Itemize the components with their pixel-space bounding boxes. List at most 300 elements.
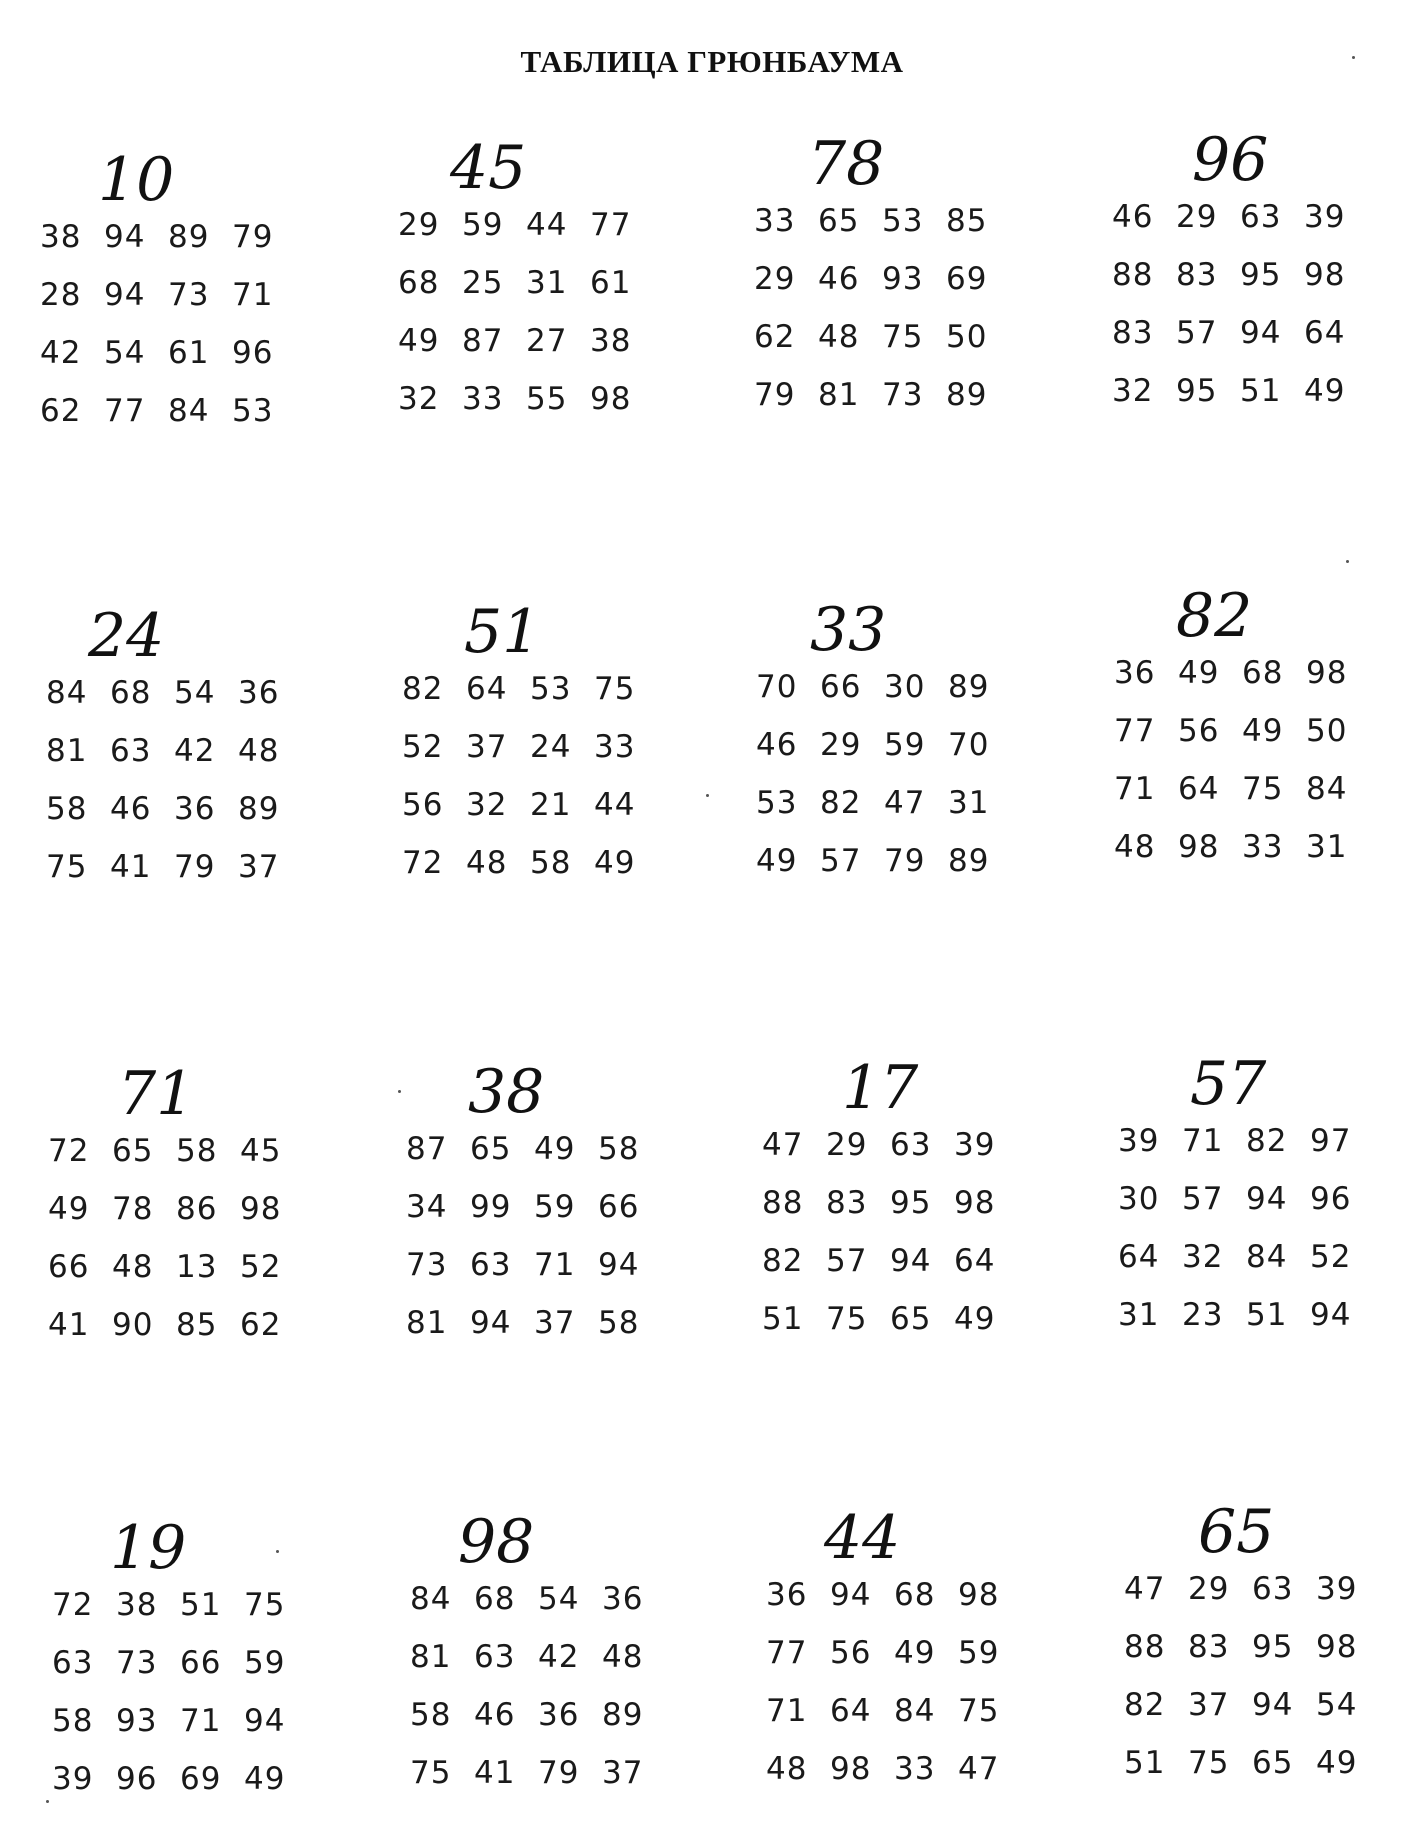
grid-cell: 30 <box>884 669 926 705</box>
grid-cell: 68 <box>1242 655 1284 691</box>
grid-cell: 39 <box>1316 1571 1358 1607</box>
grid-cell: 41 <box>474 1755 516 1791</box>
grid-cell: 58 <box>410 1697 452 1733</box>
grid-cell: 87 <box>462 323 504 359</box>
grid-cell: 33 <box>754 203 796 239</box>
grid-cell: 49 <box>954 1301 996 1337</box>
grid-cell: 95 <box>890 1185 932 1221</box>
grid-cell: 54 <box>1316 1687 1358 1723</box>
table-block <box>1118 1049 1418 1342</box>
grid-cell: 95 <box>1252 1629 1294 1665</box>
grid-cell: 59 <box>884 727 926 763</box>
grid-cell: 68 <box>110 675 152 711</box>
grid-cell: 48 <box>112 1249 154 1285</box>
grid-cell: 79 <box>174 849 216 885</box>
grid-cell: 75 <box>410 1755 452 1791</box>
table-block <box>1124 1497 1424 1790</box>
grid-row <box>398 254 654 312</box>
grid-cell: 59 <box>534 1189 576 1225</box>
grid-cell: 75 <box>882 319 924 355</box>
grid-cell: 95 <box>1240 257 1282 293</box>
grid-cell: 98 <box>240 1191 282 1227</box>
grid-cell: 64 <box>1304 315 1346 351</box>
grid-row <box>48 1296 304 1354</box>
grid-cell: 31 <box>1306 829 1348 865</box>
grid-cell: 79 <box>538 1755 580 1791</box>
scan-speck <box>46 1800 49 1803</box>
block-number: 10 <box>98 145 175 215</box>
grid-cell: 69 <box>180 1761 222 1797</box>
grid-cell: 38 <box>116 1587 158 1623</box>
number-grid <box>756 658 1012 890</box>
grid-cell: 65 <box>890 1301 932 1337</box>
grid-cell: 54 <box>174 675 216 711</box>
grid-row <box>40 208 296 266</box>
grid-row <box>1124 1560 1380 1618</box>
grid-cell: 77 <box>766 1635 808 1671</box>
grid-cell: 36 <box>1114 655 1156 691</box>
grid-cell: 86 <box>176 1191 218 1227</box>
grid-cell: 58 <box>530 845 572 881</box>
grid-cell: 75 <box>594 671 636 707</box>
grid-cell: 32 <box>466 787 508 823</box>
grid-cell: 46 <box>818 261 860 297</box>
grid-cell: 94 <box>890 1243 932 1279</box>
grid-cell: 94 <box>244 1703 286 1739</box>
block-number: 71 <box>118 1059 195 1129</box>
grid-cell: 65 <box>112 1133 154 1169</box>
grid-cell: 36 <box>538 1697 580 1733</box>
grid-cell: 49 <box>534 1131 576 1167</box>
grid-cell: 75 <box>244 1587 286 1623</box>
grid-cell: 65 <box>1252 1745 1294 1781</box>
grid-cell: 75 <box>1242 771 1284 807</box>
grid-cell: 57 <box>820 843 862 879</box>
grid-cell: 64 <box>830 1693 872 1729</box>
grid-row <box>1124 1676 1380 1734</box>
grid-cell: 64 <box>466 671 508 707</box>
grid-row <box>766 1624 1022 1682</box>
grid-cell: 73 <box>882 377 924 413</box>
grid-cell: 49 <box>244 1761 286 1797</box>
grid-cell: 58 <box>176 1133 218 1169</box>
grid-cell: 81 <box>46 733 88 769</box>
grid-cell: 89 <box>238 791 280 827</box>
grid-cell: 81 <box>410 1639 452 1675</box>
grid-cell: 94 <box>104 277 146 313</box>
grid-cell: 52 <box>240 1249 282 1285</box>
grid-row <box>402 776 658 834</box>
grid-cell: 68 <box>894 1577 936 1613</box>
grid-row <box>1114 644 1370 702</box>
grid-row <box>1118 1228 1374 1286</box>
grid-row <box>398 312 654 370</box>
grid-cell: 58 <box>52 1703 94 1739</box>
grid-cell: 13 <box>176 1249 218 1285</box>
table-block <box>40 145 340 438</box>
grid-cell: 82 <box>1246 1123 1288 1159</box>
table-block <box>762 1053 1062 1346</box>
number-grid <box>410 1570 666 1802</box>
block-number: 98 <box>458 1507 535 1577</box>
grid-cell: 42 <box>174 733 216 769</box>
grid-cell: 42 <box>40 335 82 371</box>
grid-cell: 36 <box>602 1581 644 1617</box>
grid-cell: 48 <box>818 319 860 355</box>
grid-row <box>40 324 296 382</box>
grid-cell: 94 <box>1252 1687 1294 1723</box>
grid-cell: 29 <box>398 207 440 243</box>
block-number: 45 <box>450 133 527 203</box>
grid-cell: 96 <box>1310 1181 1352 1217</box>
grid-cell: 78 <box>112 1191 154 1227</box>
grid-row <box>756 774 1012 832</box>
grid-cell: 48 <box>238 733 280 769</box>
grid-cell: 85 <box>176 1307 218 1343</box>
grid-cell: 96 <box>116 1761 158 1797</box>
grid-cell: 82 <box>762 1243 804 1279</box>
grid-row <box>1112 304 1368 362</box>
grid-cell: 63 <box>890 1127 932 1163</box>
grid-cell: 98 <box>1304 257 1346 293</box>
grid-cell: 49 <box>894 1635 936 1671</box>
grid-cell: 37 <box>602 1755 644 1791</box>
grid-cell: 98 <box>958 1577 1000 1613</box>
grid-cell: 53 <box>530 671 572 707</box>
block-number: 19 <box>110 1513 187 1583</box>
scan-speck <box>706 794 709 797</box>
grid-cell: 32 <box>1112 373 1154 409</box>
grid-cell: 95 <box>1176 373 1218 409</box>
grid-cell: 33 <box>594 729 636 765</box>
grid-cell: 94 <box>598 1247 640 1283</box>
grid-cell: 56 <box>402 787 444 823</box>
grid-cell: 69 <box>946 261 988 297</box>
block-number: 33 <box>810 595 887 665</box>
grid-cell: 84 <box>410 1581 452 1617</box>
grid-cell: 84 <box>894 1693 936 1729</box>
table-block <box>52 1513 352 1806</box>
grid-cell: 94 <box>830 1577 872 1613</box>
table-block <box>1114 581 1414 874</box>
grid-cell: 57 <box>826 1243 868 1279</box>
grid-row <box>48 1180 304 1238</box>
grid-cell: 94 <box>1240 315 1282 351</box>
grid-cell: 64 <box>954 1243 996 1279</box>
grid-cell: 66 <box>180 1645 222 1681</box>
grid-cell: 49 <box>756 843 798 879</box>
grid-cell: 89 <box>948 669 990 705</box>
block-number: 96 <box>1192 125 1269 195</box>
grid-cell: 44 <box>594 787 636 823</box>
grid-cell: 48 <box>602 1639 644 1675</box>
grid-row <box>52 1576 308 1634</box>
grid-cell: 52 <box>402 729 444 765</box>
grid-cell: 93 <box>116 1703 158 1739</box>
scan-speck <box>1346 560 1349 563</box>
grid-cell: 57 <box>1182 1181 1224 1217</box>
grid-cell: 34 <box>406 1189 448 1225</box>
grid-cell: 98 <box>830 1751 872 1787</box>
grid-cell: 88 <box>1112 257 1154 293</box>
grid-cell: 79 <box>884 843 926 879</box>
number-grid <box>52 1576 308 1808</box>
block-number: 65 <box>1198 1497 1275 1567</box>
grid-cell: 84 <box>46 675 88 711</box>
grid-cell: 96 <box>232 335 274 371</box>
grid-row <box>398 370 654 428</box>
grid-cell: 48 <box>766 1751 808 1787</box>
grid-cell: 59 <box>462 207 504 243</box>
grid-row <box>46 838 302 896</box>
grid-cell: 41 <box>110 849 152 885</box>
grid-cell: 45 <box>240 1133 282 1169</box>
block-number: 17 <box>842 1053 919 1123</box>
grid-cell: 75 <box>958 1693 1000 1729</box>
grid-row <box>1124 1618 1380 1676</box>
page-title: ТАБЛИЦА ГРЮНБАУМА <box>520 44 904 79</box>
grid-row <box>402 834 658 892</box>
grid-cell: 71 <box>766 1693 808 1729</box>
grid-row <box>766 1682 1022 1740</box>
grid-row <box>402 660 658 718</box>
grid-row <box>410 1744 666 1802</box>
grid-cell: 62 <box>240 1307 282 1343</box>
grid-cell: 56 <box>830 1635 872 1671</box>
grid-cell: 30 <box>1118 1181 1160 1217</box>
grid-cell: 71 <box>1114 771 1156 807</box>
grid-row <box>402 718 658 776</box>
grid-row <box>1118 1170 1374 1228</box>
grid-cell: 42 <box>538 1639 580 1675</box>
grid-cell: 82 <box>402 671 444 707</box>
grid-cell: 59 <box>958 1635 1000 1671</box>
grid-cell: 70 <box>948 727 990 763</box>
grid-cell: 71 <box>534 1247 576 1283</box>
grid-cell: 89 <box>168 219 210 255</box>
grid-row <box>754 308 1010 366</box>
grid-cell: 29 <box>754 261 796 297</box>
grid-cell: 79 <box>232 219 274 255</box>
grid-cell: 51 <box>1124 1745 1166 1781</box>
grid-cell: 32 <box>1182 1239 1224 1275</box>
grid-row <box>1112 246 1368 304</box>
grid-cell: 37 <box>534 1305 576 1341</box>
grid-row <box>754 192 1010 250</box>
grid-cell: 81 <box>818 377 860 413</box>
grid-cell: 85 <box>946 203 988 239</box>
table-block <box>1112 125 1412 418</box>
grid-cell: 82 <box>1124 1687 1166 1723</box>
grid-row <box>1112 188 1368 246</box>
grid-cell: 77 <box>1114 713 1156 749</box>
table-block <box>406 1057 706 1350</box>
grid-cell: 97 <box>1310 1123 1352 1159</box>
block-number: 82 <box>1176 581 1253 651</box>
grid-cell: 53 <box>232 393 274 429</box>
grid-cell: 33 <box>1242 829 1284 865</box>
grid-row <box>762 1232 1018 1290</box>
grid-cell: 49 <box>1242 713 1284 749</box>
grid-cell: 41 <box>48 1307 90 1343</box>
grid-cell: 38 <box>590 323 632 359</box>
grid-cell: 71 <box>232 277 274 313</box>
grid-cell: 50 <box>1306 713 1348 749</box>
grid-cell: 37 <box>1188 1687 1230 1723</box>
grid-cell: 98 <box>590 381 632 417</box>
grid-cell: 49 <box>594 845 636 881</box>
grid-cell: 53 <box>756 785 798 821</box>
grid-cell: 83 <box>1176 257 1218 293</box>
grid-cell: 31 <box>1118 1297 1160 1333</box>
grid-row <box>756 832 1012 890</box>
grid-cell: 58 <box>46 791 88 827</box>
grid-cell: 65 <box>470 1131 512 1167</box>
grid-cell: 94 <box>470 1305 512 1341</box>
number-grid <box>1118 1112 1374 1344</box>
number-grid <box>48 1122 304 1354</box>
grid-cell: 71 <box>180 1703 222 1739</box>
table-block <box>410 1507 710 1800</box>
grid-cell: 82 <box>820 785 862 821</box>
grid-cell: 39 <box>52 1761 94 1797</box>
grid-cell: 68 <box>474 1581 516 1617</box>
grid-cell: 75 <box>826 1301 868 1337</box>
grid-cell: 46 <box>474 1697 516 1733</box>
block-number: 51 <box>464 597 541 667</box>
grid-cell: 54 <box>538 1581 580 1617</box>
grid-row <box>48 1122 304 1180</box>
grid-cell: 63 <box>1252 1571 1294 1607</box>
grid-cell: 39 <box>1304 199 1346 235</box>
grid-cell: 84 <box>1306 771 1348 807</box>
grid-row <box>1114 702 1370 760</box>
grid-cell: 73 <box>406 1247 448 1283</box>
grid-cell: 98 <box>1306 655 1348 691</box>
grid-row <box>40 266 296 324</box>
grid-row <box>766 1566 1022 1624</box>
grid-cell: 83 <box>826 1185 868 1221</box>
table-block <box>46 601 346 894</box>
grid-cell: 51 <box>180 1587 222 1623</box>
grid-row <box>46 664 302 722</box>
grid-cell: 71 <box>1182 1123 1224 1159</box>
number-grid <box>406 1120 662 1352</box>
grid-cell: 56 <box>1178 713 1220 749</box>
grid-cell: 83 <box>1188 1629 1230 1665</box>
grid-cell: 33 <box>894 1751 936 1787</box>
grid-cell: 99 <box>470 1189 512 1225</box>
grid-cell: 51 <box>1246 1297 1288 1333</box>
grid-cell: 81 <box>406 1305 448 1341</box>
grid-cell: 29 <box>820 727 862 763</box>
grid-row <box>52 1692 308 1750</box>
grid-cell: 46 <box>756 727 798 763</box>
grid-cell: 63 <box>474 1639 516 1675</box>
grid-cell: 55 <box>526 381 568 417</box>
grid-row <box>40 382 296 440</box>
grid-cell: 93 <box>882 261 924 297</box>
grid-cell: 83 <box>1112 315 1154 351</box>
number-grid <box>40 208 296 440</box>
grid-cell: 66 <box>48 1249 90 1285</box>
grid-row <box>766 1740 1022 1798</box>
grid-cell: 77 <box>104 393 146 429</box>
block-number: 24 <box>88 601 165 671</box>
grid-cell: 98 <box>1316 1629 1358 1665</box>
grid-cell: 37 <box>238 849 280 885</box>
grid-row <box>762 1174 1018 1232</box>
grid-cell: 32 <box>398 381 440 417</box>
grid-cell: 46 <box>1112 199 1154 235</box>
grid-cell: 47 <box>762 1127 804 1163</box>
grid-row <box>406 1120 662 1178</box>
grid-cell: 84 <box>1246 1239 1288 1275</box>
number-grid <box>1124 1560 1380 1792</box>
number-grid <box>46 664 302 896</box>
grid-cell: 89 <box>948 843 990 879</box>
grid-cell: 66 <box>598 1189 640 1225</box>
grid-row <box>406 1294 662 1352</box>
grid-cell: 50 <box>946 319 988 355</box>
grid-cell: 28 <box>40 277 82 313</box>
grid-row <box>52 1750 308 1808</box>
grid-cell: 58 <box>598 1305 640 1341</box>
grid-cell: 79 <box>754 377 796 413</box>
grid-cell: 63 <box>1240 199 1282 235</box>
grid-cell: 29 <box>1176 199 1218 235</box>
grid-cell: 98 <box>1178 829 1220 865</box>
grid-row <box>52 1634 308 1692</box>
grid-cell: 87 <box>406 1131 448 1167</box>
grid-cell: 46 <box>110 791 152 827</box>
table-block <box>754 129 1054 422</box>
grid-cell: 61 <box>168 335 210 371</box>
grid-cell: 84 <box>168 393 210 429</box>
grid-cell: 63 <box>470 1247 512 1283</box>
grid-cell: 90 <box>112 1307 154 1343</box>
grid-cell: 49 <box>398 323 440 359</box>
grid-cell: 73 <box>116 1645 158 1681</box>
grid-cell: 65 <box>818 203 860 239</box>
grid-cell: 75 <box>46 849 88 885</box>
grid-cell: 36 <box>238 675 280 711</box>
grid-cell: 49 <box>1178 655 1220 691</box>
grid-cell: 57 <box>1176 315 1218 351</box>
grid-cell: 44 <box>526 207 568 243</box>
grid-cell: 31 <box>948 785 990 821</box>
grid-cell: 64 <box>1118 1239 1160 1275</box>
grid-cell: 31 <box>526 265 568 301</box>
grid-cell: 72 <box>402 845 444 881</box>
grid-row <box>762 1116 1018 1174</box>
grid-cell: 63 <box>52 1645 94 1681</box>
grid-cell: 61 <box>590 265 632 301</box>
grid-cell: 51 <box>762 1301 804 1337</box>
grid-cell: 23 <box>1182 1297 1224 1333</box>
grid-cell: 70 <box>756 669 798 705</box>
grid-cell: 94 <box>104 219 146 255</box>
grid-row <box>48 1238 304 1296</box>
grid-cell: 36 <box>174 791 216 827</box>
grid-cell: 94 <box>1246 1181 1288 1217</box>
grid-cell: 66 <box>820 669 862 705</box>
grid-cell: 21 <box>530 787 572 823</box>
grid-row <box>754 366 1010 424</box>
grid-cell: 88 <box>1124 1629 1166 1665</box>
grid-cell: 63 <box>110 733 152 769</box>
grid-cell: 73 <box>168 277 210 313</box>
